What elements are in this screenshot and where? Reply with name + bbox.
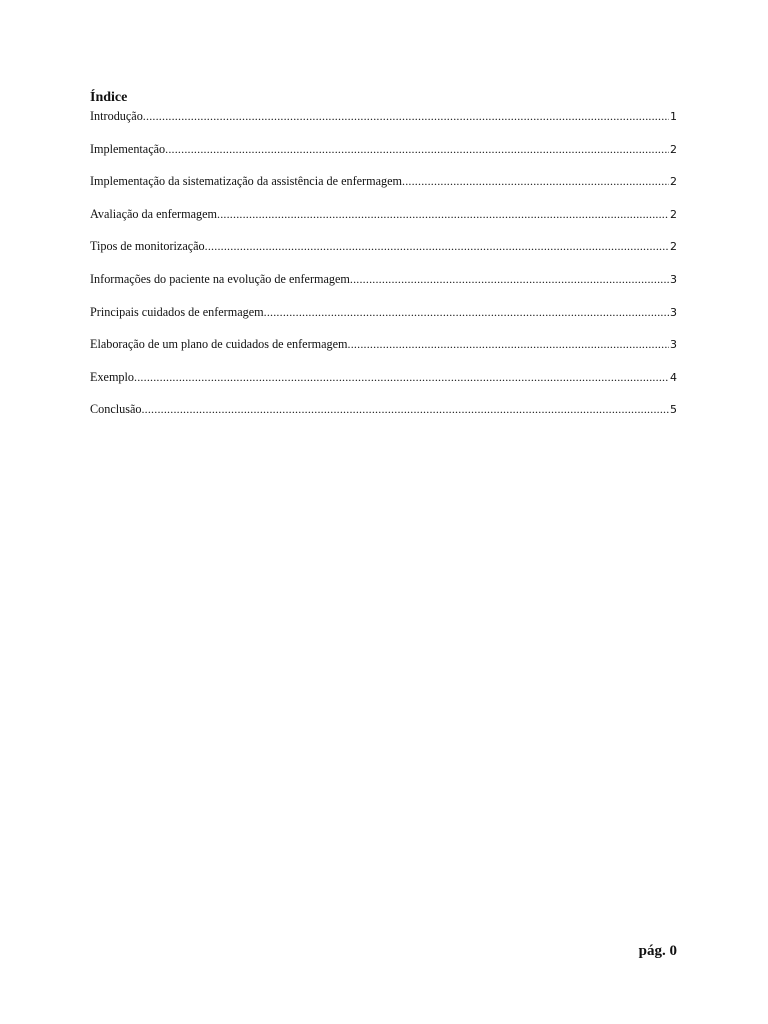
toc-dot-leader: [141, 401, 669, 417]
toc-dot-leader: [205, 238, 669, 254]
toc-entry[interactable]: [90, 304, 677, 320]
toc-entry-label: Elaboração de um plano de cuidados de enfermagem: [90, 337, 348, 352]
page-number-footer: pág. 0: [638, 943, 677, 959]
toc-entry-page: 4: [670, 370, 677, 384]
toc-entry-label: Principais cuidados de enfermagem: [90, 304, 264, 319]
toc-entry[interactable]: [90, 271, 677, 287]
toc-entry[interactable]: [90, 173, 677, 189]
toc-dot-leader: [350, 271, 669, 287]
toc-dot-leader: [143, 108, 669, 124]
toc-entry-label: Tipos de monitorização: [90, 239, 205, 254]
toc-entry-page: 2: [670, 175, 677, 189]
toc-entry-label: Informações do paciente na evolução de enfermagem: [90, 271, 350, 286]
toc-entry-page: 3: [670, 305, 677, 319]
toc-entry-page: 2: [670, 142, 677, 156]
toc-entry[interactable]: [90, 206, 677, 222]
toc-entry[interactable]: [90, 141, 677, 157]
toc-entry[interactable]: [90, 401, 677, 417]
toc-entry-page: 3: [670, 272, 677, 286]
toc-entry[interactable]: [90, 336, 677, 352]
toc-entry-page: 1: [670, 110, 677, 123]
toc-entry-page: 5: [670, 403, 677, 417]
toc-list: [90, 108, 677, 434]
toc-entry-page: 2: [670, 207, 677, 221]
toc-entry[interactable]: [90, 369, 677, 385]
toc-entry-label: Conclusão: [90, 402, 142, 417]
toc-entry[interactable]: [90, 238, 677, 254]
toc-dot-leader: [134, 369, 669, 385]
toc-entry-label: Avaliação da enfermagem: [90, 206, 217, 221]
toc-dot-leader: [264, 304, 669, 320]
toc-entry-page: 2: [670, 240, 677, 254]
toc-entry-label: Introdução: [90, 109, 143, 123]
toc-entry-label: Implementação: [90, 141, 166, 156]
toc-dot-leader: [217, 206, 669, 222]
toc-entry-label: Exemplo: [90, 369, 135, 384]
toc-dot-leader: [402, 173, 669, 189]
toc-dot-leader: [165, 141, 669, 157]
toc-entry-label: Implementação da sistematização da assistência de enfermagem: [90, 174, 402, 189]
toc-entry[interactable]: [90, 108, 677, 124]
toc-entry-page: 3: [670, 338, 677, 352]
toc-title: Índice: [90, 90, 128, 105]
toc-dot-leader: [348, 336, 669, 352]
